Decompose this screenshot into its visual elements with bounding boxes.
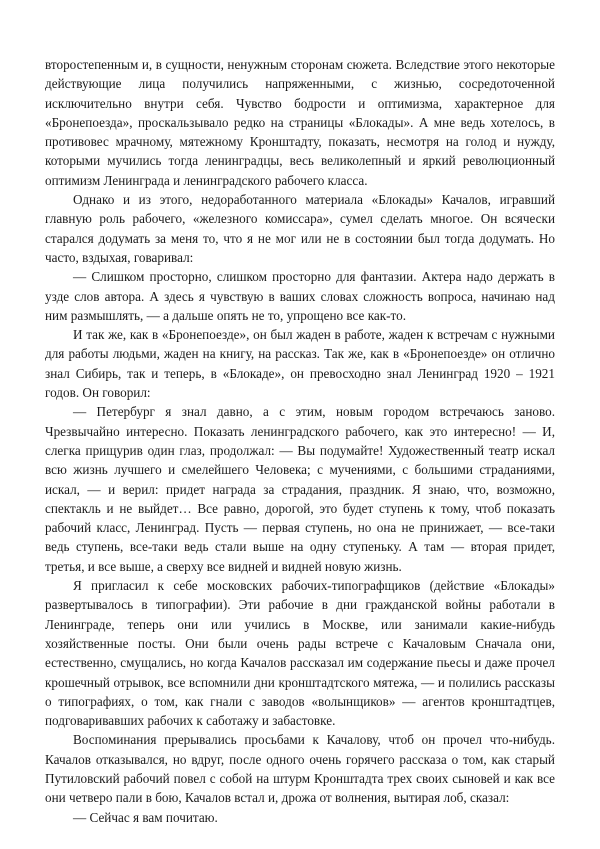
paragraph-continuation: второстепенным и, в сущности, ненужным сторонам сюжета. Вследствие этого некоторые действующие лица получились напряженными, с жизнью, сосредоточенной исключительно внутри себя. Чувство бодрости и оптимизма, характерное для «Бронепоезда», проскальзывало редко на страницы «Блокады». А мне ведь хотелось, в противовес мрачному, мятежному Кронштадту, показать, несмотря на голод и нужду, которыми мучились тогда ленинградцы, весь великолепный и яркий революционный оптимизм Ленинграда и ленинградского рабочего класса. — [45, 57, 555, 188]
paragraph-body: Однако и из этого, недоработанного материала «Блокады» Качалов, игравший главную роль рабочего, «железного комиссара», сумел сделать многое. Он всячески старался додумать за меня то, что я не мог или не в состоянии был тогда додумать. Но часто, вздыхая, говаривал: — [45, 192, 555, 265]
body-text-column — [45, 55, 555, 827]
paragraph-dialogue: — Слишком просторно, слишком просторно для фантазии. Актера надо держать в узде слов автора. А здесь я чувствую в ваших словах сложность вопроса, начинаю над ним размышлять, — а дальше опять не то, упрощено все как-то. — [45, 269, 555, 323]
paragraph-dialogue: — Петербург я знал давно, а с этим, новым городом встречаюсь заново. Чрезвычайно интересно. Показать ленинградского рабочего, как это интересно! — И, слегка прищурив один глаз, продолжал: — Вы подумайте! Художественный театр искал всю жизнь лучшего и смелейшего Человека; с мучениями, с большими страданиями, искал, — и верил: придет награда за страдания, праздник. Я знаю, что, возможно, спектакль и не выйдет… Все равно, дорогой, это будет ступень к тому, чтоб показать рабочий класс, Ленинград. Пусть — первая ступень, но она не принижает, — все-таки ведь ступень, все-таки ведь стали выше на одну ступеньку. А там — вторая придет, третья, и все выше, а сверху все видней и видней новую жизнь. — [45, 404, 555, 574]
paragraph-body: Воспоминания прерывались просьбами к Качалову, чтоб он прочел что-нибудь. Качалов отказывался, но вдруг, после одного очень горячего рассказа о том, как старый Путиловский рабочий повел с собой на штурм Кронштадта трех своих сыновей и как все они четверо пали в бою, Качалов встал и, дрожа от волнения, вытирая лоб, сказал: — [45, 732, 555, 806]
paragraph-body: Я пригласил к себе московских рабочих-типографщиков (действие «Блокады» развертывалось в типографии). Эти рабочие в дни гражданской войны работали в Ленинграде, теперь они или учились в Москве, или занимали какие-нибудь хозяйственные посты. Они были очень рады встрече с Качаловым Сначала они, естественно, смущались, но когда Качалов рассказал им содержание пьесы и даже прочел крошечный отрывок, все вспомнили дни кронштадтского мятежа, — и полились рассказы о типографиях, о том, как гнали с заводов «волынщиков» — агентов кронштадтцев, подговаривавших рабочих к саботажу и забастовке. — [45, 578, 555, 729]
paragraph-dialogue-final: — Сейчас я вам почитаю. — [73, 809, 218, 825]
paragraph-body: И так же, как в «Бронепоезде», он был жаден в работе, жаден к встречам с нужными для работы людьми, жаден на книгу, на рассказ. Так же, как в «Бронепоезде» он отлично знал Сибирь, так и теперь, в «Блокаде», он превосходно знал Ленинград 1920 – 1921 годов. Он говорил: — [45, 327, 555, 401]
